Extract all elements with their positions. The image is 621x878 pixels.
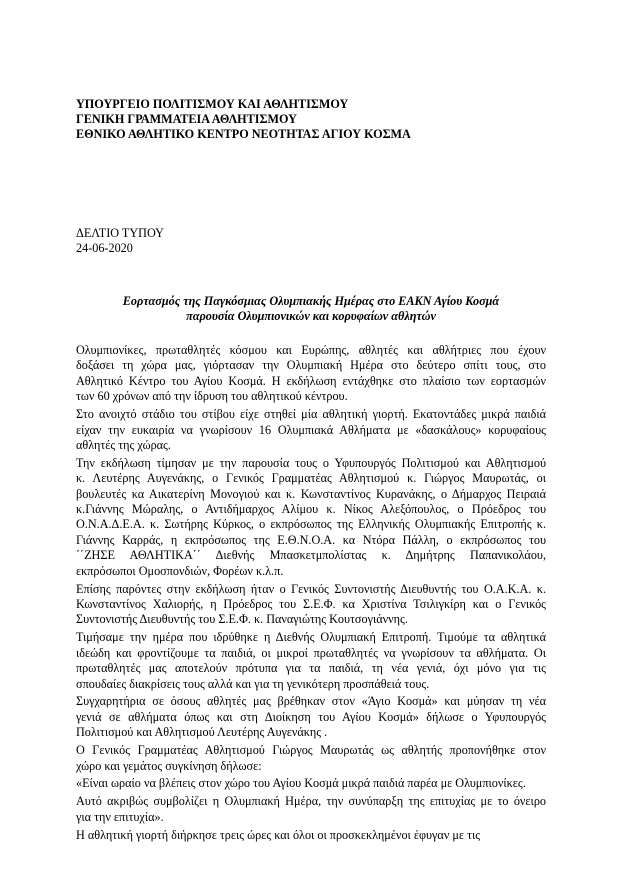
title-line-1: Εορτασμός της Παγκόσμιας Ολυμπιακής Ημέρας στο ΕΑΚΝ Αγίου Κοσμά [122, 294, 500, 308]
paragraph-line: κ. Λευτέρης Αυγενάκης, ο Γενικός Γραμματέας Αθλητισμού κ. Γιώργος Μαυρωτάς, οι [76, 471, 546, 486]
document-title [76, 294, 546, 324]
paragraph-line: είχαν την ευκαιρία να γνωρίσουν 16 Ολυμπιακά Αθλήματα με «δασκάλους» κορυφαίους [76, 422, 546, 437]
ministry-header [76, 97, 411, 142]
body-paragraph [76, 743, 546, 774]
paragraph-line: Η αθλητική γιορτή διήρκησε τρεις ώρες και όλοι οι προσκεκλημένοι έφυγαν με τις [76, 827, 481, 842]
header-line-secretariat: ΓΕΝΙΚΗ ΓΡΑΜΜΑΤΕΙΑ ΑΘΛΗΤΙΣΜΟΥ [76, 112, 297, 126]
paragraph-line: δοξάσει τη χώρα μας, γιόρτασαν την Ολυμπιακή Ημέρα στο δεύτερο σπίτι τους, στο [76, 358, 546, 373]
body-paragraph [76, 694, 546, 740]
paragraph-line: γενιά σε αθλήματα όπως και στη Διοίκηση του Αγίου Κοσμά» δήλωσε ο Υφυπουργός [76, 709, 546, 724]
paragraph-line: Ολυμπιονίκες, πρωταθλητές κόσμου και Ευρώπης, αθλητές και αθλήτριες που έχουν [76, 343, 546, 357]
body-paragraph [76, 582, 546, 628]
paragraph-line: σπουδαίες διακρίσεις τους αλλά και για τη γενικότερη προσπάθειά τους. [76, 676, 430, 691]
press-release-date: 24-06-2020 [76, 241, 133, 255]
paragraph-line: των 60 χρόνων από την ίδρυση του αθλητικού κέντρου. [76, 389, 348, 404]
body-paragraph [76, 456, 546, 579]
paragraph-line: Στο ανοιχτό στάδιο του στίβου είχε στηθεί μία αθλητική γιορτή. Εκατοντάδες μικρά παιδιά [76, 407, 546, 422]
paragraph-line: «Είναι ωραίο να βλέπεις στον χώρο του Αγίου Κοσμά μικρά παιδιά παρέα με Ολυμπιονίκες. [76, 776, 526, 791]
paragraph-line: βουλευτές κα Αικατερίνη Μονογιού και κ. Κωνσταντίνος Κυρανάκης, ο Δήμαρχος Πειραιά [76, 486, 546, 501]
body-paragraph [76, 794, 546, 825]
paragraph-line: Επίσης παρόντες στην εκδήλωση ήταν ο Γενικός Συντονιστής Διευθυντής του Ο.Α.Κ.Α. κ. [76, 581, 546, 596]
title-line-2: παρουσία Ολυμπιονικών και κορυφαίων αθλητών [186, 309, 436, 323]
paragraph-line: ΄΄ΖΗΣΕ ΑΘΛΗΤΙΚΑ΄΄ Διεθνής Μπασκετμπολίστας κ. Δημήτρης Παπανικολάου, [76, 548, 546, 563]
paragraph-line: Ο Γενικός Γραμματέας Αθλητισμού Γιώργος Μαυρωτάς ως αθλητής προπονήθηκε στον [76, 743, 546, 758]
header-line-center: ΕΘΝΙΚΟ ΑΘΛΗΤΙΚΟ ΚΕΝΤΡΟ ΝΕΟΤΗΤΑΣ ΑΓΙΟΥ ΚΟΣΜΑ [76, 127, 411, 141]
header-line-ministry: ΥΠΟΥΡΓΕΙΟ ΠΟΛΙΤΙΣΜΟΥ ΚΑΙ ΑΘΛΗΤΙΣΜΟΥ [76, 97, 349, 111]
press-release-block [76, 226, 164, 256]
body-paragraph [76, 776, 546, 791]
paragraph-line: Κωνσταντίνος Χαλιορής, η Πρόεδρος του Σ.Ε.Φ. κα Χριστίνα Τσιλιγκίρη και ο Γενικός [76, 597, 546, 611]
paragraph-line: Πολιτισμού και Αθλητισμού Λευτέρης Αυγενάκης . [76, 725, 328, 740]
body-paragraph [76, 828, 546, 843]
paragraph-line: Την εκδήλωση τίμησαν με την παρουσία τους ο Υφυπουργός Πολιτισμού και Αθλητισμού [76, 455, 546, 470]
paragraph-line: αθλητές της χώρας. [76, 437, 171, 452]
paragraph-line: Γιάννης Καρράς, η εκπρόσωπος της Ε.Θ.Ν.Ο.Α. κα Ντόρα Πάλλη, ο εκπρόσωπος του [76, 532, 546, 547]
paragraph-line: Συγχαρητήρια σε όσους αθλητές μας βρέθηκαν στον «Άγιο Κοσμά» και μύησαν τη νέα [76, 694, 546, 709]
body-paragraph [76, 630, 546, 692]
paragraph-line: Αθλητικό Κέντρο του Αγίου Κοσμά. Η εκδήλωση εντάχθηκε στο πλαίσιο των εορτασμών [76, 373, 546, 388]
press-release-label: ΔΕΛΤΙΟ ΤΥΠΟΥ [76, 226, 164, 240]
paragraph-line: Αυτό ακριβώς συμβολίζει η Ολυμπιακή Ημέρα, την συνύπαρξη της επιτυχίας με το όνειρο [76, 794, 546, 809]
document-body [76, 343, 546, 846]
body-paragraph [76, 343, 546, 405]
paragraph-line: κ.Γιάννης Μώραλης, ο Αντιδήμαρχος Αλίμου κ. Νίκος Αλεξόπουλος, ο Πρόεδρος του [76, 502, 546, 517]
paragraph-line: εκπρόσωποι Ομοσπονδιών, Φορέων κ.λ.π. [76, 563, 284, 578]
paragraph-line: Ο.Ν.Α.Δ.Ε.Α. κ. Σωτήρης Κύρκος, ο εκπρόσωπος της Ελληνικής Ολυμπιακής Επιτροπής κ. [76, 517, 546, 532]
paragraph-line: Συντονιστής Διευθυντής του Σ.Ε.Φ. κ. Παναγιώτης Κουτσογιάννης. [76, 612, 408, 627]
paragraph-line: για την επιτυχία». [76, 809, 164, 824]
paragraph-line: Τιμήσαμε την ημέρα που ιδρύθηκε η Διεθνής Ολυμπιακή Επιτροπή. Τιμούμε τα αθλητικά [76, 630, 546, 645]
paragraph-line: πρωταθλητές μας αποτελούν πρότυπα για τα παιδιά, τη νέα γενιά, όχι μόνο για τις [76, 661, 546, 676]
paragraph-line: ιδεώδη και φροντίζουμε τα παιδιά, οι μικροί πρωταθλητές να γνωρίσουν τα αθλήματα. Οι [76, 645, 546, 660]
body-paragraph [76, 407, 546, 453]
paragraph-line: χώρο και γεμάτος συγκίνηση δήλωσε: [76, 758, 262, 773]
